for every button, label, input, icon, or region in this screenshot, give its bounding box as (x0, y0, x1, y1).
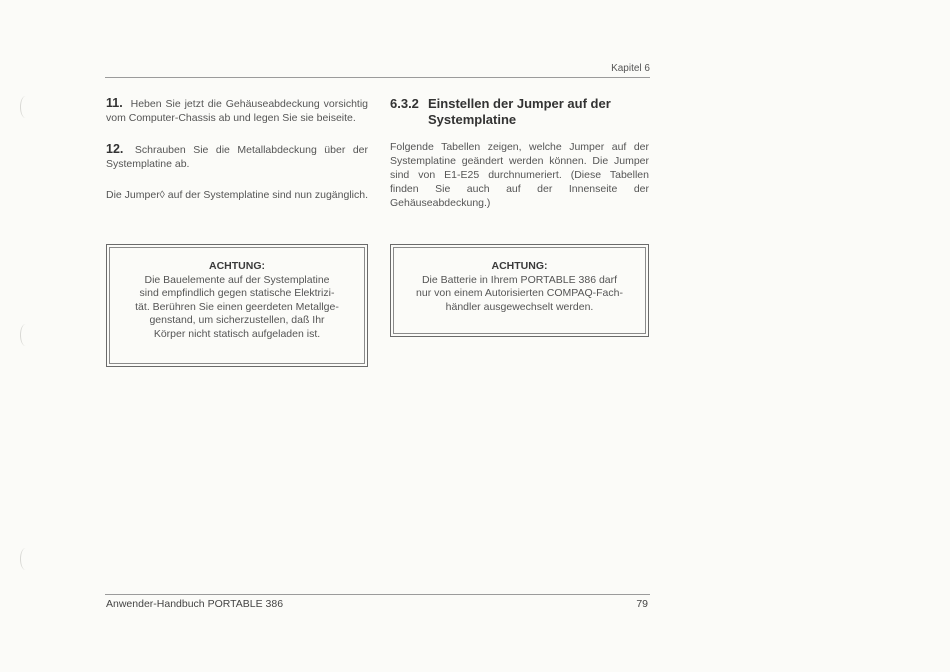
step-12 (106, 142, 368, 171)
warning-box-inner (109, 247, 365, 364)
warning-box-battery (390, 244, 649, 337)
footer-title: Anwender-Handbuch PORTABLE 386 (106, 598, 284, 610)
left-column (106, 96, 368, 219)
warning-line: sind empfindlich gegen statische Elektrizi- (139, 287, 335, 299)
warning-line: genstand, um sicherzustellen, daß Ihr (149, 314, 325, 326)
right-column (390, 96, 649, 227)
step-number: 11. (106, 96, 123, 110)
punch-hole-mark (20, 324, 31, 346)
step-number: 12. (106, 142, 124, 156)
section-number: 6.3.2 (390, 96, 419, 111)
warning-line: tät. Berühren Sie einen geerdeten Metallge- (135, 300, 339, 313)
jumper-access-paragraph: Die Jumper◊ auf der Systemplatine sind nun zugänglich. (106, 189, 368, 201)
page-number: 79 (636, 598, 648, 610)
chapter-header: Kapitel 6 (611, 63, 650, 74)
punch-hole-mark (20, 548, 31, 570)
warning-title: ACHTUNG: (491, 260, 548, 272)
footer-rule (105, 594, 650, 595)
punch-hole-mark (20, 96, 31, 118)
warning-box-static (106, 244, 368, 367)
header-rule (105, 77, 650, 78)
warning-line: händler ausgewechselt werden. (445, 300, 594, 313)
warning-line: Körper nicht statisch aufgeladen ist. (153, 327, 321, 340)
warning-line: Die Bauelemente auf der Systemplatine (144, 273, 330, 286)
section-intro-paragraph: Folgende Tabellen zeigen, welche Jumper auf der Systemplatine geändert werden können. Die Jumper sind von E1-E25 durchnumeriert. (Diese Tabellen finden Sie auch auf der Innenseite der Gehäuseabdeckung.) (390, 141, 649, 209)
warning-line: Die Batterie in Ihrem PORTABLE 386 darf (421, 273, 618, 286)
step-text: Schrauben Sie die Metallabdeckung über der Systemplatine ab. (106, 144, 369, 170)
section-title: Einstellen der Jumper auf der Systemplatine (428, 96, 611, 127)
step-11 (106, 96, 368, 125)
warning-box-inner (393, 247, 646, 334)
section-heading (390, 96, 649, 128)
step-text: Heben Sie jetzt die Gehäuseabdeckung vorsichtig vom Computer-Chassis ab und legen Sie sie beiseite. (106, 98, 369, 124)
warning-title: ACHTUNG: (209, 260, 265, 272)
warning-line: nur von einem Autorisierten COMPAQ-Fach- (416, 287, 623, 299)
